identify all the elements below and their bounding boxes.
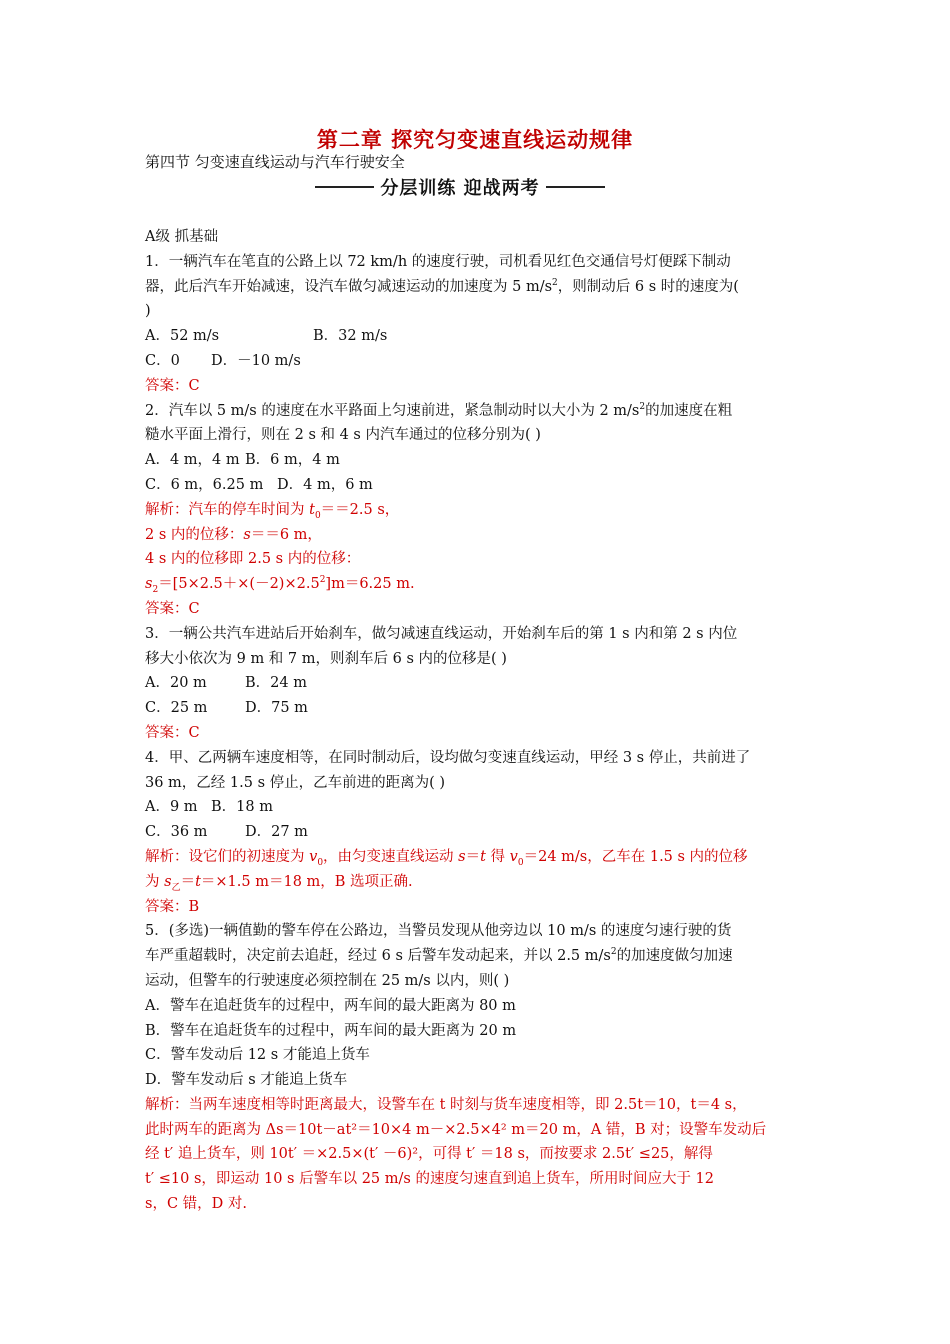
q2-option-a: A．4 m，4 m	[145, 452, 240, 469]
q1-stem-line2: 器，此后汽车开始减速，设汽车做匀减速运动的加速度为 5 $m/s^2$，则制动后 6 s 时的速度为(	[145, 277, 739, 295]
q3-option-c: C．25 m	[145, 700, 208, 717]
q4-option-d: D．27 m	[245, 824, 308, 841]
q3-answer: 答案：C	[145, 724, 200, 741]
q3-stem-line1: 3．一辆公共汽车进站后开始刹车，做匀减速直线运动，开始刹车后的第 1 s 内和第 2 s 内位	[145, 625, 738, 642]
q4-stem-line1: 4．甲、乙两辆车速度相等，在同时制动后，设均做匀变速直线运动，甲经 3 s 停止，共前进了	[145, 749, 751, 766]
chapter-title: 第二章 探究匀变速直线运动规律	[316, 128, 634, 152]
q2-option-c: C．6 m，6.25 m	[145, 476, 264, 493]
q5-stem-line2: 车严重超载时，决定前去追赶，经过 6 s 后警车发动起来，并以 2.5 $m/s^2$的加速度做匀加速	[145, 947, 733, 965]
q2-stem-line1: 2．汽车以 5 m/s 的速度在水平路面上匀速前进，紧急制动时以大小为 2 $m/s^2$的加速度在粗	[145, 401, 733, 419]
q3-option-a: A．20 m	[145, 675, 207, 692]
q5-option-a: A．警车在追赶货车的过程中，两车间的最大距离为 80 m	[145, 997, 516, 1014]
q2-stem-line2: 糙水平面上滑行，则在 2 s 和 4 s 内汽车通过的位移分别为( )	[145, 427, 541, 444]
q3-options-ab	[145, 671, 810, 696]
q2-solution-1a: 解析：汽车的停车时间为	[145, 501, 310, 518]
section-title: 第四节 匀变速直线运动与汽车行驶安全	[145, 153, 405, 171]
q4-option-a: A．9 m	[145, 799, 198, 816]
q5-solution-line4: t′ ≤10 s，即运动 10 s 后警车以 25 m/s 的速度匀速直到追上货车，所用时间应大于 12	[145, 1171, 715, 1188]
q2-solution-2a: 2 s 内的位移：	[145, 526, 244, 543]
q2-solution-line2: 2 s 内的位移：s＝＝6 m，	[145, 526, 322, 543]
q4-solution-1b: ，由匀变速直线运动	[323, 848, 459, 865]
q5-solution-line3: 经 t′ 追上货车，则 10t′ ＝×2.5×(t′ －6)²，可得 t′ ＝18 s，而按要求 2.5t′ ≤25，解得	[145, 1146, 713, 1163]
section-banner	[315, 174, 605, 200]
q4-options-cd	[145, 820, 810, 845]
q2-options-cd	[145, 473, 810, 498]
q4-solution-2b: ＝	[180, 873, 196, 890]
q1-option-c: C．0	[145, 352, 180, 369]
q4-stem-line2: 36 m，乙经 1.5 s 停止，乙车前进的距离为( )	[145, 774, 446, 791]
q5-solution-line5: s，C 错，D 对.	[145, 1196, 247, 1213]
q4-option-b: B．18 m	[211, 799, 273, 816]
level-heading: A级 抓基础	[145, 229, 219, 245]
banner-rule-right	[546, 186, 605, 188]
q3-stem-line2: 移大小依次为 9 m 和 7 m，则刹车后 6 s 内的位移是( )	[145, 650, 507, 667]
q5-stem-line3: 运动，但警车的行驶速度必须控制在 25 m/s 以内，则( )	[145, 972, 510, 989]
q1-options-ab	[145, 324, 810, 349]
q3-option-d: D．75 m	[245, 700, 308, 717]
q2-solution-line4: $s_2=[5\times 2.5+\times(-2)\times 2.5^2]m=6.25$ m.	[145, 575, 415, 596]
q1-option-a: A．52 m/s	[145, 328, 220, 345]
q5-option-d: D．警车发动后 s 才能追上货车	[145, 1072, 348, 1089]
q2-solution-2b: ＝＝6 m，	[250, 526, 322, 543]
q2-stem-line1-b: 的加速度在粗	[645, 402, 733, 419]
q2-option-d: D．4 m，6 m	[277, 476, 373, 493]
q2-solution-4a: ＝[5×2.5＋×(－2)×2.5	[158, 576, 320, 593]
q5-solution-line1: 解析：当两车速度相等时距离最大，设警车在 t 时刻与货车速度相等，即 2.5t＝10，t＝4 s，	[145, 1096, 747, 1113]
q4-solution-1e: ＝24 m/s，乙车在 1.5 s 内的位移	[523, 848, 748, 865]
q4-solution-1a: 解析：设它们的初速度为	[145, 848, 310, 865]
q1-stem-line1: 1．一辆汽车在笔直的公路上以 72 km/h 的速度行驶，司机看见红色交通信号灯便踩下制动	[145, 253, 731, 270]
q2-solution-4b: ]m＝6.25 m.	[325, 576, 415, 593]
q5-stem-line1: 5．(多选)一辆值勤的警车停在公路边，当警员发现从他旁边以 10 m/s 的速度匀速行驶的货	[145, 923, 732, 940]
q5-option-c: C．警车发动后 12 s 才能追上货车	[145, 1047, 370, 1064]
q2-answer: 答案：C	[145, 600, 200, 617]
q2-option-b: B．6 m，4 m	[245, 452, 340, 469]
q2-solution-line3: 4 s 内的位移即 2.5 s 内的位移：	[145, 551, 361, 568]
q4-answer: 答案：B	[145, 898, 200, 915]
q5-stem-line2-b: 的加速度做匀加速	[616, 948, 733, 965]
banner-text: 分层训练 迎战两考	[380, 178, 540, 199]
q3-option-b: B．24 m	[245, 675, 307, 692]
q4-option-c: C．36 m	[145, 824, 208, 841]
q2-options-ab	[145, 448, 810, 473]
q4-solution-line2: 为 $s_乙=t=\times 1.5$ m＝18 m，B 选项正确.	[145, 873, 413, 893]
q4-solution-2c: ＝×1.5 m＝18 m，B 选项正确.	[200, 873, 413, 890]
q3-options-cd	[145, 696, 810, 721]
q1-stem-line2-b: ，则制动后 6 s 时的速度为(	[557, 278, 739, 295]
q4-solution-2a: 为	[145, 873, 165, 890]
q1-options-cd	[145, 349, 810, 374]
q1-stem-line3: )	[145, 303, 151, 320]
q1-option-b: B．32 m/s	[313, 328, 388, 345]
q2-solution-line1: 解析：汽车的停车时间为 $t_0==2.5$ s，	[145, 501, 400, 521]
banner-rule-left	[315, 186, 374, 188]
q5-stem-line2-a: 车严重超载时，决定前去追赶，经过 6 s 后警车发动起来，并以 2.5 m/s	[145, 948, 611, 965]
exercise-content	[145, 225, 810, 1217]
q2-solution-1b: ＝＝2.5 s，	[320, 501, 400, 518]
q4-options-ab	[145, 795, 810, 820]
q5-option-b: B．警车在追赶货车的过程中，两车间的最大距离为 20 m	[145, 1022, 517, 1039]
q1-option-d: D．－10 m/s	[211, 352, 301, 369]
q4-solution-1c: ＝	[465, 848, 481, 865]
q4-solution-1d: 得	[485, 848, 510, 865]
q4-solution-line1: 解析：设它们的初速度为 $v_0$，由匀变速直线运动 s＝t 得 $v_0=24$ m/s，乙车在 1.5 s 内的位移	[145, 848, 748, 868]
q1-stem-line2-a: 器，此后汽车开始减速，设汽车做匀减速运动的加速度为 5 m/s	[145, 278, 553, 295]
q5-solution-line2: 此时两车的距离为 Δs＝10t－at²＝10×4 m－×2.5×4² m＝20 m，A 错，B 对；设警车发动后	[145, 1121, 767, 1138]
q2-stem-line1-a: 2．汽车以 5 m/s 的速度在水平路面上匀速前进，紧急制动时以大小为 2 m/s	[145, 402, 640, 419]
q1-answer: 答案：C	[145, 377, 200, 394]
